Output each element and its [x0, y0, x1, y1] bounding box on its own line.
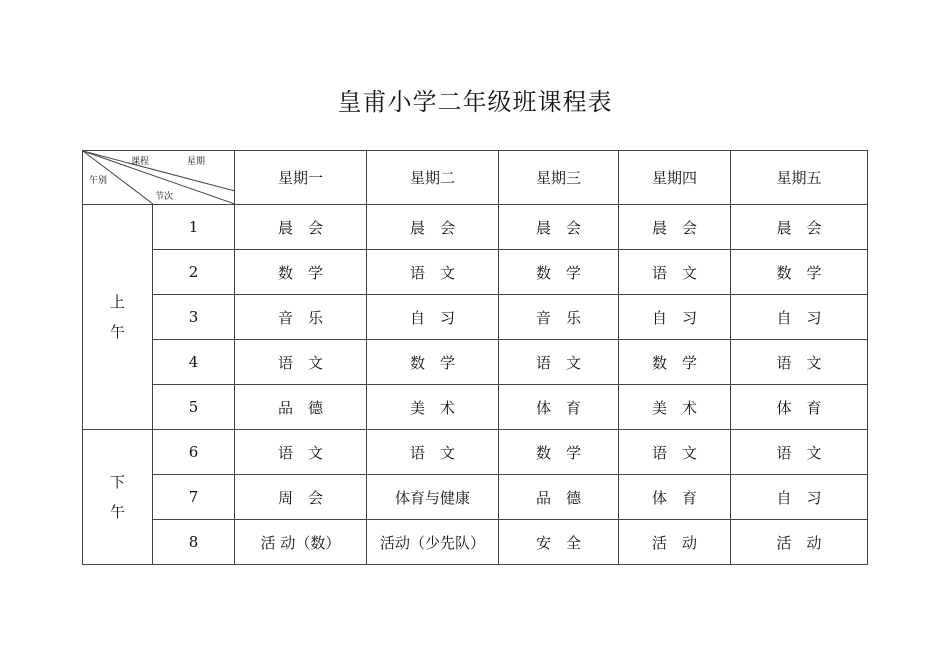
class-cell: 晨 会: [499, 205, 619, 250]
table-row: [83, 340, 868, 385]
period-number: 4: [153, 340, 235, 385]
period-number: 2: [153, 250, 235, 295]
day-header-mon: 星期一: [235, 151, 367, 205]
period-number: 8: [153, 520, 235, 565]
class-cell: 自 习: [731, 475, 868, 520]
class-cell: 品 德: [499, 475, 619, 520]
corner-label-course: 课程: [131, 157, 150, 167]
class-cell: 美 术: [367, 385, 499, 430]
class-cell: 语 文: [619, 250, 731, 295]
corner-label-group: 午别: [89, 176, 108, 186]
table-row: [83, 205, 868, 250]
class-cell: 语 文: [731, 430, 868, 475]
day-header-tue: 星期二: [367, 151, 499, 205]
class-cell: 活动（少先队）: [367, 520, 499, 565]
table-row: [83, 385, 868, 430]
class-cell: 品 德: [235, 385, 367, 430]
morning-label: 上 午: [83, 205, 153, 430]
class-cell: 语 文: [499, 340, 619, 385]
table-row: [83, 295, 868, 340]
class-cell: 体 育: [731, 385, 868, 430]
afternoon-label: 下 午: [83, 430, 153, 565]
day-header-thu: 星期四: [619, 151, 731, 205]
class-cell: 语 文: [619, 430, 731, 475]
corner-label-week: 星期: [187, 157, 206, 167]
class-cell: 语 文: [731, 340, 868, 385]
class-cell: 活 动: [731, 520, 868, 565]
class-cell: 晨 会: [619, 205, 731, 250]
page-title: 皇甫小学二年级班课程表: [337, 88, 613, 116]
class-cell: 数 学: [367, 340, 499, 385]
class-cell: 晨 会: [731, 205, 868, 250]
class-cell: 数 学: [499, 250, 619, 295]
timetable: [82, 150, 868, 565]
class-cell: 晨 会: [367, 205, 499, 250]
period-number: 7: [153, 475, 235, 520]
class-cell: 活 动: [619, 520, 731, 565]
table-row: [83, 250, 868, 295]
class-cell: 音 乐: [499, 295, 619, 340]
class-cell: 语 文: [235, 340, 367, 385]
class-cell: 音 乐: [235, 295, 367, 340]
day-header-wed: 星期三: [499, 151, 619, 205]
class-cell: 自 习: [367, 295, 499, 340]
class-cell: 体 育: [619, 475, 731, 520]
corner-header-cell: [83, 151, 235, 205]
period-number: 6: [153, 430, 235, 475]
table-row: [83, 430, 868, 475]
period-number: 3: [153, 295, 235, 340]
period-number: 5: [153, 385, 235, 430]
class-cell: 活 动（数）: [235, 520, 367, 565]
table-row: [83, 475, 868, 520]
class-cell: 数 学: [499, 430, 619, 475]
class-cell: 自 习: [731, 295, 868, 340]
class-cell: 美 术: [619, 385, 731, 430]
corner-label-period: 节次: [155, 192, 174, 202]
day-header-fri: 星期五: [731, 151, 868, 205]
class-cell: 自 习: [619, 295, 731, 340]
class-cell: 语 文: [367, 430, 499, 475]
class-cell: 体 育: [499, 385, 619, 430]
class-cell: 数 学: [731, 250, 868, 295]
table-row: [83, 520, 868, 565]
class-cell: 数 学: [619, 340, 731, 385]
class-cell: 周 会: [235, 475, 367, 520]
class-cell: 体育与健康: [367, 475, 499, 520]
class-cell: 安 全: [499, 520, 619, 565]
header-row: [83, 151, 868, 205]
class-cell: 晨 会: [235, 205, 367, 250]
class-cell: 数 学: [235, 250, 367, 295]
class-cell: 语 文: [367, 250, 499, 295]
class-cell: 语 文: [235, 430, 367, 475]
period-number: 1: [153, 205, 235, 250]
